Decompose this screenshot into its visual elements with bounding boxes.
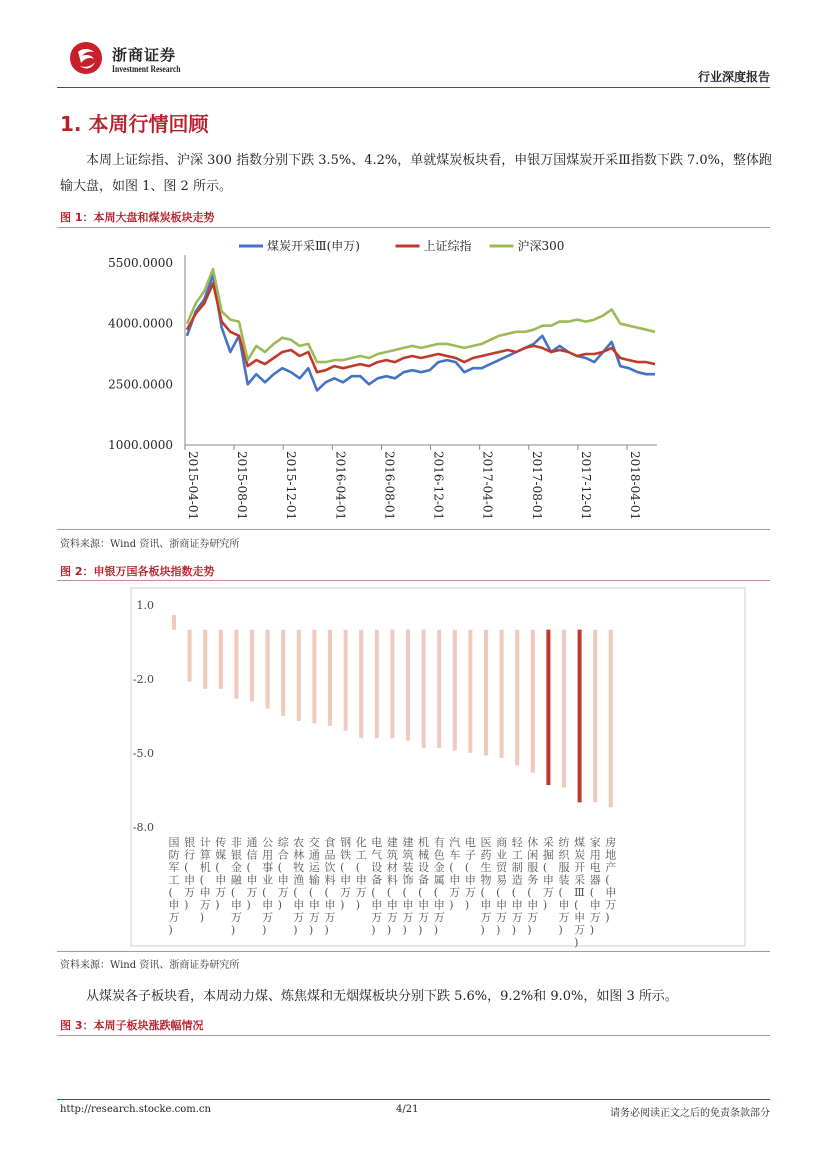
bar-12: [359, 630, 363, 739]
category-label-1: 银行(申万): [184, 836, 196, 912]
series-line-0: [187, 275, 655, 390]
y-tick-label-3: -8.0: [132, 821, 154, 834]
category-label-0: 国防军工(申万): [168, 836, 180, 937]
legend-label-2: 沪深300: [517, 239, 565, 253]
x-tick-label-5: 2016-12-01: [431, 451, 446, 521]
y-tick-label-0: 1.0: [136, 599, 154, 612]
legend-label-0: 煤炭开采Ⅲ(申万): [267, 239, 360, 253]
figure3-top-rule: [57, 1035, 770, 1036]
bar-19: [468, 630, 472, 753]
bar-1: [188, 630, 192, 682]
category-label-17: 有色金属(申万): [433, 836, 445, 937]
logo-english-name: Investment Research: [112, 64, 181, 74]
bar-17: [437, 630, 441, 748]
y-tick-label-1: -2.0: [132, 673, 154, 686]
bar-4: [234, 630, 238, 699]
bar-13: [375, 630, 379, 739]
figure2-source: 资料来源：Wind 资讯、浙商证券研究所: [60, 960, 240, 971]
bar-10: [328, 630, 332, 726]
category-label-18: 汽车(申万): [449, 836, 461, 912]
y-tick-label-0: 5500.0000: [108, 256, 173, 270]
category-label-14: 建筑材料(申万): [386, 836, 398, 937]
category-label-12: 化工(申万): [355, 836, 367, 912]
x-tick-label-6: 2017-04-01: [480, 451, 495, 521]
category-label-9: 交通运输(申万): [308, 836, 320, 937]
bar-9: [312, 630, 316, 724]
bar-27: [593, 630, 597, 803]
bar-26: [578, 630, 582, 803]
bar-chart-sector-index: [57, 582, 770, 950]
y-tick-label-2: 2500.0000: [108, 377, 173, 392]
bar-18: [453, 630, 457, 751]
y-tick-label-3: 1000.0000: [108, 438, 173, 452]
category-label-6: 公用事业(申万): [262, 836, 274, 937]
category-label-7: 综合(申万): [277, 836, 289, 912]
bar-2: [203, 630, 207, 689]
bar-25: [562, 630, 566, 788]
report-type: 行业深度报告: [697, 70, 770, 84]
figure3-title: 图 3：本周子板块涨跌幅情况: [60, 1019, 204, 1032]
bar-11: [344, 630, 348, 731]
category-label-20: 医药生物(申万): [480, 836, 492, 937]
bar-28: [609, 630, 613, 808]
category-label-3: 传媒(申万): [215, 836, 227, 912]
bar-21: [500, 630, 504, 758]
category-label-11: 钢铁(申万): [340, 836, 352, 912]
bar-14: [390, 630, 394, 739]
category-label-10: 食品饮料(申万): [324, 836, 336, 937]
figure2-top-rule: [57, 580, 770, 581]
figure1-title: 图 1：本周大盘和煤炭板块走势: [60, 211, 215, 224]
bar-22: [515, 630, 519, 766]
category-label-2: 计算机(申万): [199, 836, 211, 924]
page-number: 4/21: [396, 1104, 419, 1115]
category-label-5: 通信(申万): [246, 836, 258, 912]
footer-url[interactable]: http://research.stocke.com.cn: [60, 1104, 211, 1115]
figure1-source: 资料来源：Wind 资讯、浙商证券研究所: [60, 539, 240, 550]
bar-6: [266, 630, 270, 709]
legend-label-1: 上证综指: [423, 239, 472, 253]
bar-7: [281, 630, 285, 716]
bar-3: [219, 630, 223, 689]
footer-divider: [57, 1099, 770, 1100]
figure1-bottom-rule: [57, 529, 770, 530]
figure2-bottom-rule: [57, 951, 770, 952]
category-label-26: 煤炭开采 Ⅲ (申万): [574, 836, 586, 949]
x-tick-label-7: 2017-08-01: [529, 451, 544, 521]
x-tick-label-3: 2016-04-01: [333, 451, 348, 521]
bar-5: [250, 630, 254, 702]
category-label-13: 电气设备(申万): [371, 836, 383, 937]
y-tick-label-1: 4000.0000: [108, 316, 173, 331]
category-label-28: 房地产(申万): [605, 836, 617, 924]
category-label-15: 建筑装饰(申万): [402, 836, 414, 937]
series-line-2: [187, 269, 655, 362]
section-title: 1. 本周行情回顾: [60, 112, 209, 136]
y-tick-label-2: -5.0: [132, 747, 154, 760]
x-tick-label-0: 2015-04-01: [186, 451, 200, 521]
figure2-title: 图 2：申银万国各板块指数走势: [60, 565, 215, 578]
bar-23: [531, 630, 535, 773]
bar-0: [172, 615, 176, 630]
category-label-23: 休闲服务(申万): [527, 836, 539, 937]
bar-20: [484, 630, 488, 756]
logo-chinese-name: 浙商证券: [112, 46, 177, 64]
category-label-8: 农林牧渔(申万): [293, 836, 305, 937]
category-label-21: 商业贸易(申万): [496, 836, 508, 937]
bar-24: [546, 630, 550, 785]
x-tick-label-9: 2018-04-01: [628, 451, 642, 521]
subsector-paragraph: 从煤炭各子板块看，本周动力煤、炼焦煤和无烟煤板块分别下跌 5.6%，9.2%和 9.0%，如图 3 所示。: [86, 989, 678, 1004]
category-label-25: 纺织服装(申万): [558, 836, 570, 937]
x-tick-label-2: 2015-12-01: [284, 451, 299, 521]
bar-8: [297, 630, 301, 721]
intro-paragraph: 本周上证综指、沪深 300 指数分别下跌 3.5%、4.2%，单就煤炭板块看，申银万国煤炭开采Ⅲ指数下跌 7.0%，整体跑输大盘，如图 1、图 2 所示。: [60, 153, 772, 194]
x-tick-label-1: 2015-08-01: [235, 451, 250, 521]
category-label-16: 机械设备(申万): [418, 836, 430, 937]
category-label-22: 轻工制造(申万): [511, 836, 523, 937]
bar-15: [406, 630, 410, 741]
category-label-27: 家用电器(申万): [589, 836, 601, 937]
footer-disclaimer: 请务必阅读正文之后的免责条款部分: [610, 1108, 770, 1119]
company-logo-icon: [68, 40, 104, 76]
line-chart-market-trend: [57, 228, 770, 528]
x-tick-label-8: 2017-12-01: [578, 451, 593, 521]
category-label-4: 非银金融(申万): [230, 836, 242, 937]
bar-16: [422, 630, 426, 748]
header-divider: [57, 87, 770, 88]
x-tick-label-4: 2016-08-01: [382, 451, 397, 521]
category-label-19: 电子(申万): [464, 836, 476, 912]
category-label-24: 采掘(申万): [542, 836, 554, 912]
